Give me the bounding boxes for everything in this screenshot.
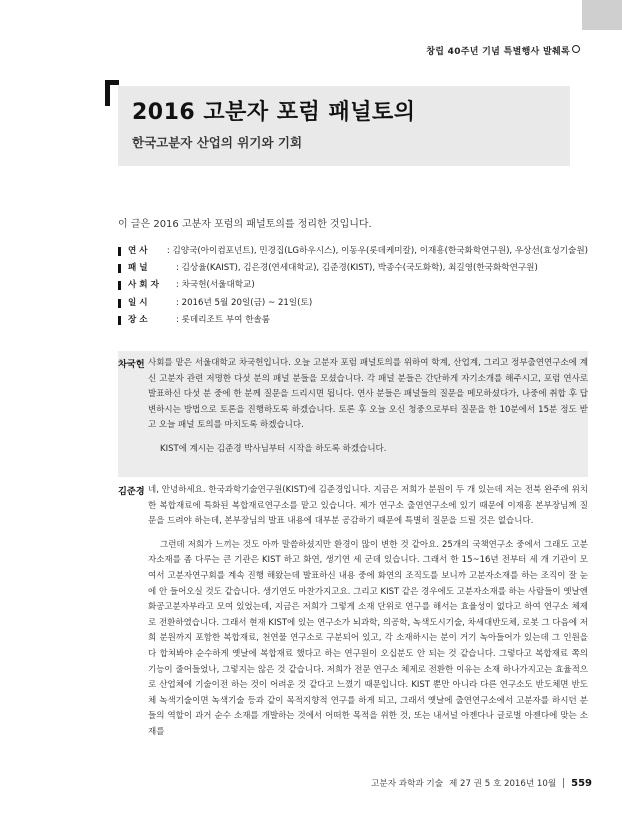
circle-bullet-icon [572,45,580,53]
journal-name: 고분자 과학과 기술 [371,779,444,789]
info-row-date [118,295,588,312]
info-row-moderator [118,277,588,294]
info-value: : 2016년 5월 20일(금) ~ 21일(토) [176,297,313,308]
info-value: : 김상율(KAIST), 김은경(연세대학교), 김준경(KIST), 박종수(국도화학), 최길영(한국화학연구원) [176,263,538,274]
running-head: 창립 40주년 기념 특별행사 발췌록 [426,47,570,57]
speech-paragraph: 그런데 저희가 느끼는 것도 아까 말씀하셨지만 환경이 많이 변한 것 같아요. 25개의 국책연구소 중에서 그래도 고분자소재를 좀 다루는 큰 기관은 KIST 하고 화연, 생기연 세 군데 있습니다. 그래서 한 15~16년 전부터 세 개 기관이 모여서 고분자연구회를 계속 진행 해왔는데 발표하신 내용 중에 화연의 조직도를 보니까 고분자소재를 하는 조직이 잘 눈에 안 들어오실 것도 같습니다. 생기연도 마찬가지고요. 그리고 KIST 같은 경우에도 고분자소재를 하는 사람들이 옛날엔 화공고분자부라고 모여 있었는데, 지금은 저희가 그렇게 소재 단위로 연구를 해서는 효율성이 없다고 하여 연구소 체제로 전환하였습니다. 그래서 현재 KIST에 있는 연구소가 뇌과학, 의공학, 녹색도시기술, 차세대반도체, 로봇 그 다음에 저희 분원까지 포함한 복합재료, 천연물 연구소로 구분되어 있고, 각 소재하시는 분이 거기 녹아들어가 있는데 그 인원을 다 합쳐봐야 순수하게 옛날에 복합재료 했다고 하는 연구원이 오십분도 안 되는 것 같습니다. 그렇다고 복합재료 쪽의 기능이 줄어들었나, 그렇지는 않은 것 같습니다. 저희가 전문 연구소 체제로 전환한 이유는 소재 하나가지고는 효율적으로 산업체에 기술이전 하는 것이 어려운 것 같다고 느꼈기 때문입니다. KIST 뿐만 아니라 다른 연구소도 반도체면 반도체 녹색기술이면 녹색기술 등과 같이 목적지향적 연구를 하게 되고, 그래서 옛날에 출연연구소에서 고분자를 하시던 분들의 역할이 과거 순수 소재를 개발하는 것에서 어떠한 목적을 위한 것, 또는 내셔널 아젠다나 글로벌 아젠다에 맞는 소재를 [148,539,588,737]
speaker-name: 김준경 [118,486,145,497]
info-value: : 김양국(아이컴포넌트), 민경집(LG하우시스), 이동우(롯데케미칼), 이재흥(한국화학연구원), 우상선(효성기술원) [166,246,588,256]
intro-text: 이 글은 2016 고분자 포럼의 패널토의를 정리한 것입니다. [118,219,372,230]
info-row-speakers [118,243,588,260]
speech-moderator [118,356,588,458]
info-label: 패 널 [118,260,176,277]
info-row-panel [118,260,588,277]
issue-info: 제 27 권 5 호 2016년 10월 [449,779,557,789]
info-label: 사 회 자 [118,277,176,294]
corner-bracket-icon [105,80,119,106]
footer-divider [563,778,564,788]
speech-paragraph: KIST에 계시는 김준경 박사님부터 시작을 하도록 하겠습니다. [160,443,387,454]
speech-paragraph: 네, 안녕하세요. 한국과학기술연구원(KIST)에 김준경입니다. 지금은 저희가 분원이 두 개 있는데 저는 전북 완주에 위치한 복합재료에 특화된 복합재료연구소를 맡고 있습니다. 제가 연구소 출연연구소에 있기 때문에 이재흥 본부장님께 질문을 드려야 하는데, 본부장님의 발표 내용에 대부분 공감하기 때문에 특별히 질문을 드릴 것은 없습니다. [148,485,588,527]
page-number: 559 [571,777,592,789]
info-value: : 차국헌(서울대학교) [176,280,255,291]
article-title: 2016 고분자 포럼 패널토의 [132,100,416,125]
info-value: : 롯데리조트 부여 한솔룸 [176,314,271,325]
info-row-venue [118,312,588,329]
speaker-name: 차국헌 [118,359,145,370]
info-label: 연 사 [118,243,167,260]
event-info [118,243,588,329]
article-subtitle: 한국고분자 산업의 위기와 기회 [132,135,303,150]
speech-paragraph: 사회를 맡은 서울대학교 차국헌입니다. 오늘 고분자 포럼 패널토의를 위하여 학계, 산업계, 그리고 정부출연연구소에 계신 고분자 관련 저명한 다섯 분의 패널 분들을 모셨습니다. 각 패널 분들은 간단하게 자기소개를 해주시고, 포럼 연사로 발표하신 다섯 분 중에 한 분께 질문을 드리시면 됩니다. 연사 분들은 패널들의 질문을 메모하셨다가, 나중에 취합 후 답변하시는 방법으로 토론을 진행하도록 하겠습니다. 토론 후 오늘 오신 청중으로부터 질문을 한 10분에서 15분 정도 받고 오늘 패널 토의를 마치도록 하겠습니다. [148,358,588,431]
info-label: 일 시 [118,295,176,312]
corner-tab [582,0,622,30]
info-label: 장 소 [118,312,176,329]
page-footer [371,777,592,789]
speech-panelist [118,483,588,741]
